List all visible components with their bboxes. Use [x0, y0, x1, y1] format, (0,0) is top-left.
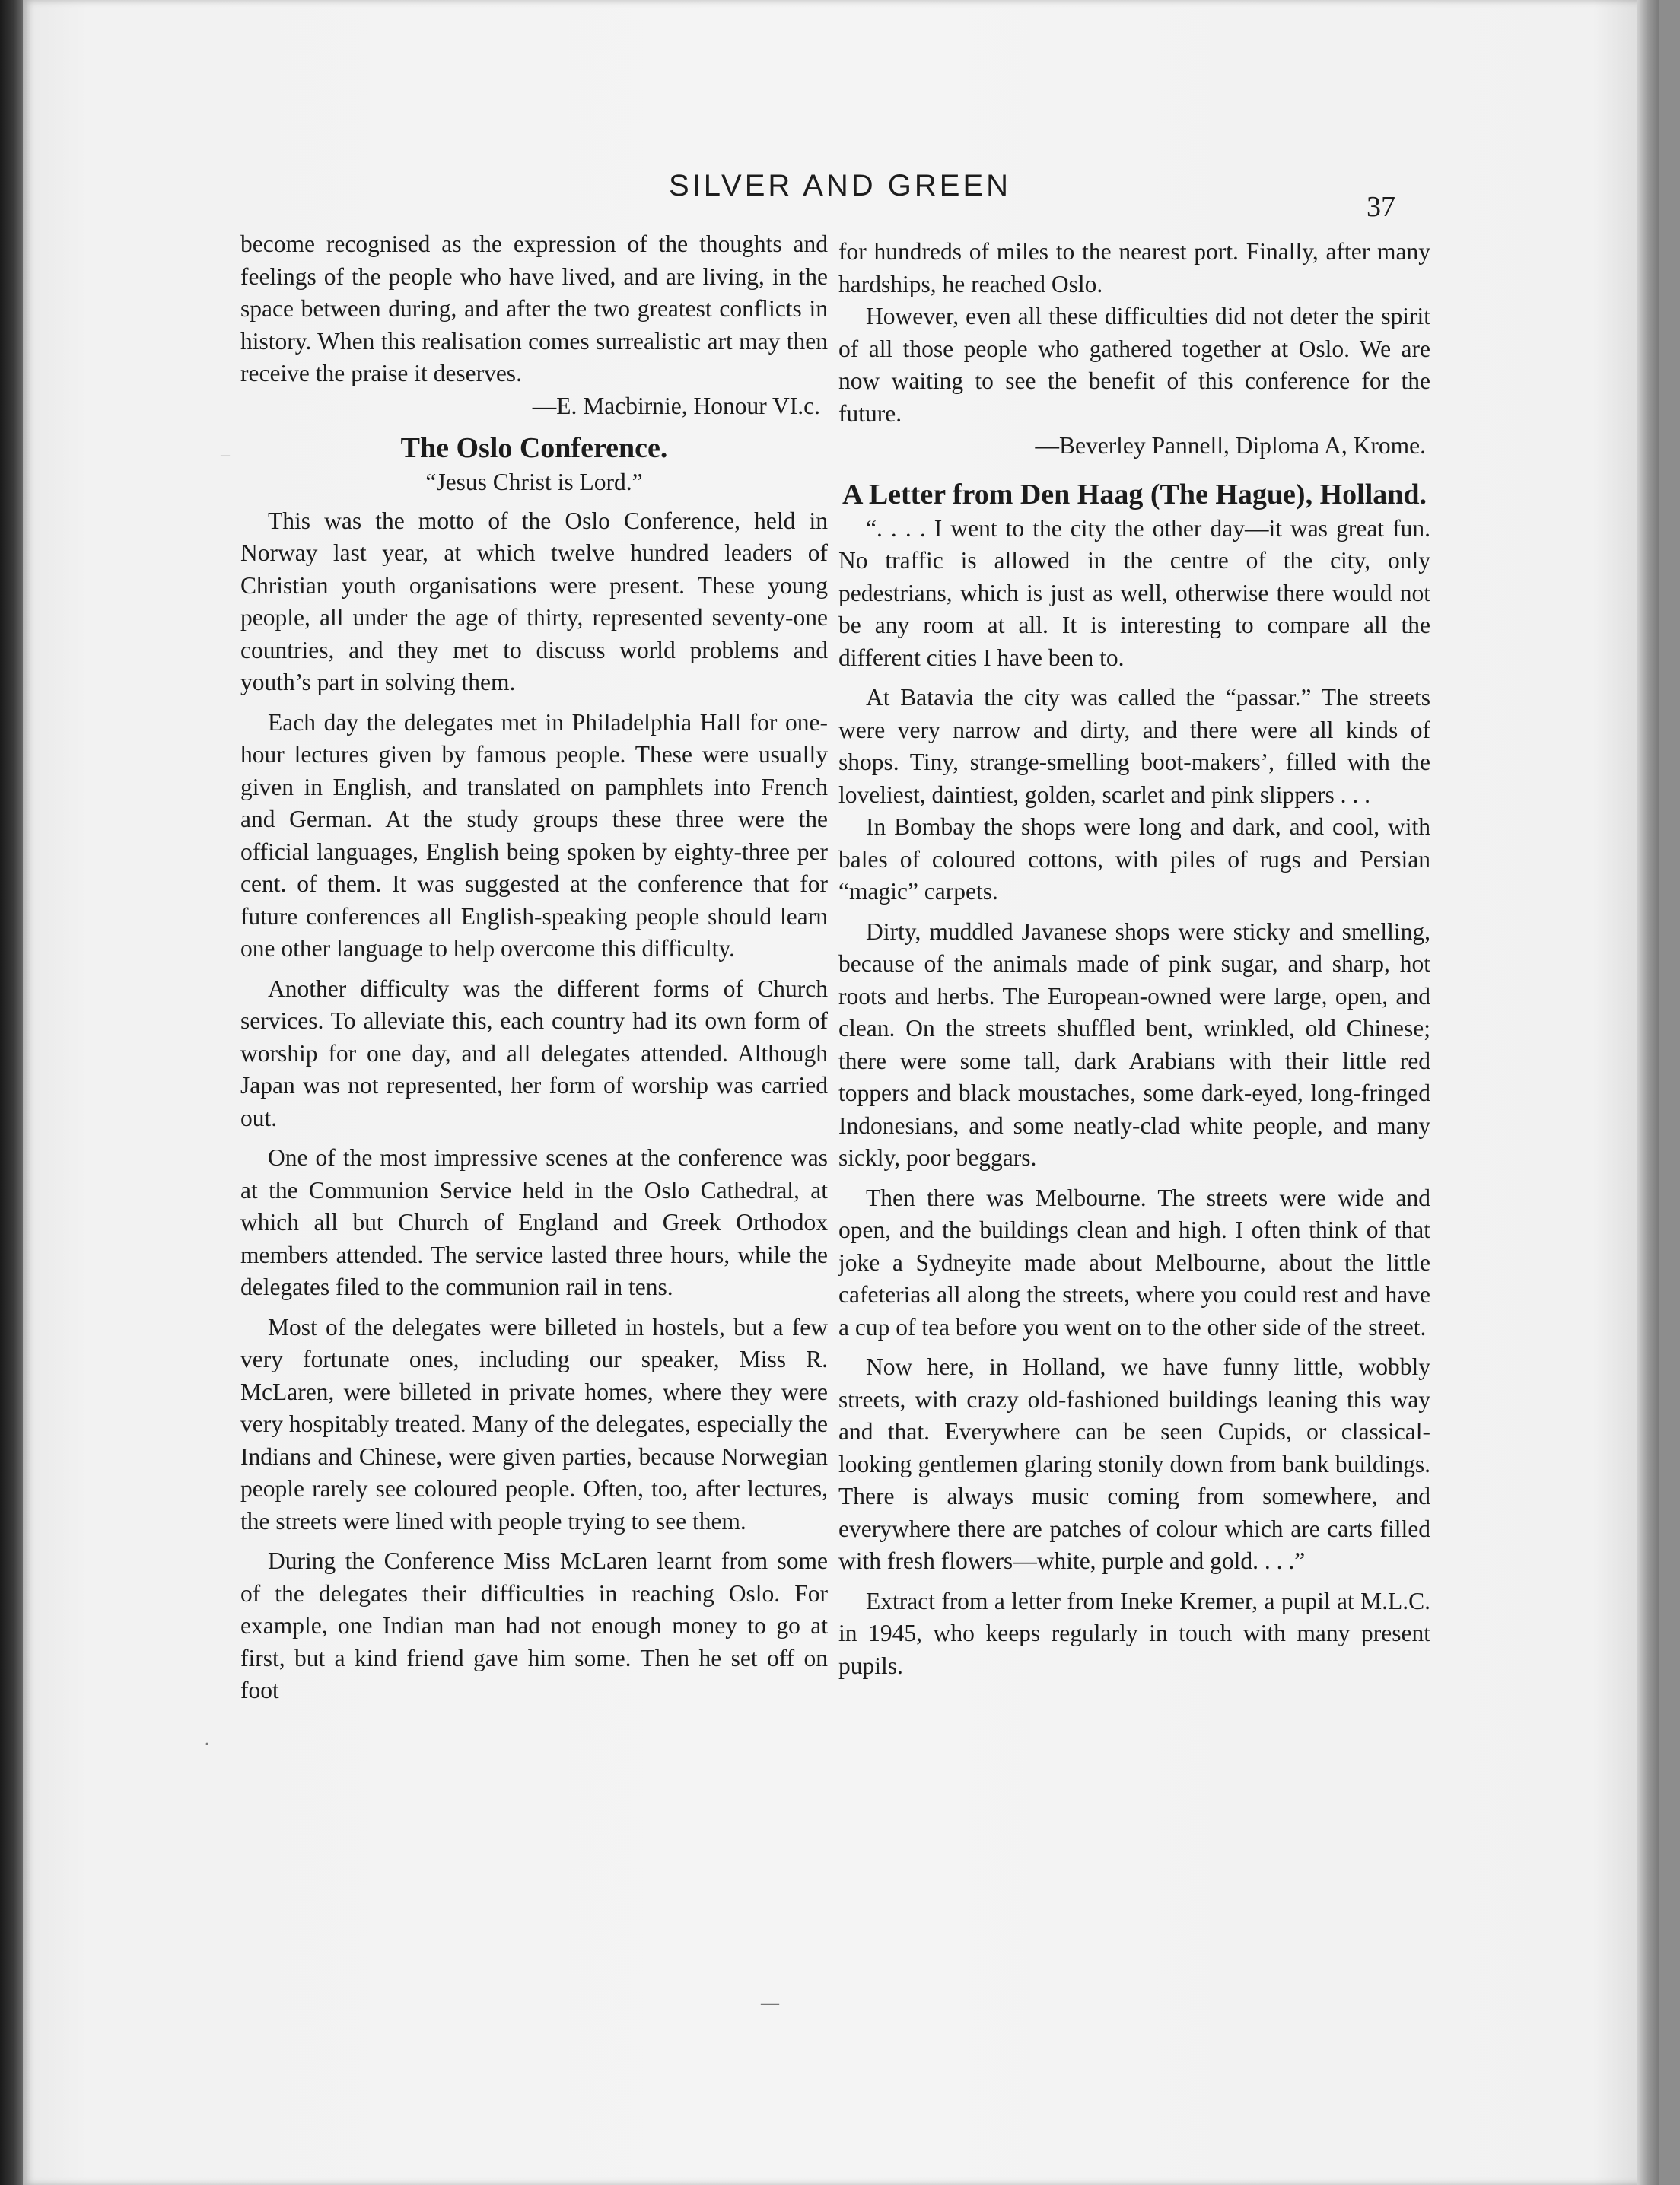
oslo-article-motto: “Jesus Christ is Lord.”	[425, 469, 643, 495]
hague-letter-paragraph: Then there was Melbourne. The streets were wide and open, and the buildings clean and high. I often think of that joke a Sydneyite made about Melbourne, about the little cafeterias all along the streets, where you could rest and have a cup of tea before you went on to the other side of the street.	[838, 1184, 1430, 1341]
hague-letter-paragraph: In Bombay the shops were long and dark, and cool, with bales of coloured cottons, with piles of rugs and Persian “magic” carpets.	[838, 813, 1430, 905]
margin-speck: —	[761, 1993, 779, 2013]
oslo-continuation: for hundreds of miles to the nearest port. Finally, after many hardships, he reached Oslo.	[838, 238, 1430, 297]
oslo-paragraph: Another difficulty was the different forms of Church services. To alleviate this, each country had its own form of worship for one day, and all delegates attended. Although Japan was not represented, her form of worship was carried out.	[240, 975, 828, 1131]
left-column	[240, 228, 828, 1707]
surrealism-article-ending: become recognised as the expression of the thoughts and feelings of the people who have lived, and are living, in the space between during, and after the two greatest conflicts in history. When this realisation comes surrealistic art may then receive the praise it deserves.	[240, 231, 828, 386]
oslo-article-signature: —Beverley Pannell, Diploma A, Krome.	[1035, 432, 1426, 459]
hague-letter-source-note: Extract from a letter from Ineke Kremer, a pupil at M.L.C. in 1945, who keeps regularly in touch with many present pupils.	[838, 1587, 1430, 1679]
page-edge-shadow	[1637, 0, 1659, 2185]
oslo-article-title: The Oslo Conference.	[400, 432, 668, 464]
hague-letter-paragraph: Dirty, muddled Javanese shops were sticky and smelling, because of the animals made of pink sugar, and sharp, hot roots and herbs. The European-owned were large, open, and clean. On the streets shuffled bent, wrinkled, old Chinese; there were some tall, dark Arabians with their little red toppers and black moustaches, some dark-eyed, long-fringed Indonesians, and some neatly-clad white people, and many sickly, poor beggars.	[838, 918, 1430, 1171]
oslo-paragraph: Each day the delegates met in Philadelphia Hall for one-hour lectures given by famous people. These were usually given in English, and translated on pamphlets into French and German. At the study groups these three were the official languages, English being spoken by eighty-three per cent. of them. It was suggested at the conference that for future conferences all English-speaking people should learn one other language to help overcome this difficulty.	[240, 708, 828, 962]
page-number: 37	[1367, 191, 1395, 223]
hague-letter-paragraph: Now here, in Holland, we have funny little, wobbly streets, with crazy old-fashioned buildings leaning this way and that. Everywhere can be seen Cupids, or classical-looking gentlemen glaring stonily down from bank buildings. There is always music coming from somewhere, and everywhere there are patches of colour which are carts filled with fresh flowers—white, purple and gold. . . .”	[838, 1353, 1430, 1574]
oslo-paragraph: One of the most impressive scenes at the conference was at the Communion Service held in the Oslo Cathedral, at which all but Church of England and Greek Orthodox members attended. The service lasted three hours, while the delegates filed to the communion rail in tens.	[240, 1144, 828, 1300]
margin-speck: ·	[204, 1735, 210, 1754]
right-column	[838, 236, 1430, 1682]
oslo-paragraph: Most of the delegates were billeted in hostels, but a few very fortunate ones, including our speaker, Miss R. McLaren, were billeted in private homes, where they were very hospitably treated. Many of the delegates, especially the Indians and Chinese, were given parties, because Norwegian people rarely see coloured people. Often, too, after lectures, the streets were lined with people trying to see them.	[240, 1313, 828, 1535]
book-spine-shadow	[0, 0, 23, 2185]
surrealism-article-signature: —E. Macbirnie, Honour VI.c.	[532, 392, 820, 419]
running-title: SILVER AND GREEN	[668, 169, 1012, 202]
margin-speck: –	[221, 445, 230, 465]
hague-letter-title: A Letter from Den Haag (The Hague), Holland.	[842, 478, 1427, 510]
oslo-paragraph: This was the motto of the Oslo Conference, held in Norway last year, at which twelve hundred leaders of Christian youth organisations were present. These young people, all under the age of thirty, represented seventy-one countries, and they met to discuss world problems and youth’s part in solving them.	[240, 507, 828, 695]
oslo-closing-paragraph: However, even all these difficulties did not deter the spirit of all those people who gathered together at Oslo. We are now waiting to see the benefit of this conference for the future.	[838, 303, 1430, 427]
oslo-paragraph: During the Conference Miss McLaren learnt from some of the delegates their difficulties in reaching Oslo. For example, one Indian man had not enough money to go at first, but a kind friend gave him some. Then he set off on foot	[240, 1547, 828, 1703]
hague-letter-paragraph: At Batavia the city was called the “passar.” The streets were very narrow and dirty, and there were all kinds of shops. Tiny, strange-smelling boot-makers’, filled with the loveliest, daintiest, golden, scarlet and pink slippers . . .	[838, 684, 1430, 808]
hague-letter-paragraph: “. . . . I went to the city the other day—it was great fun. No traffic is allowed in the centre of the city, only pedestrians, which is just as well, otherwise there would not be any room at all. It is interesting to compare all the different cities I have been to.	[838, 514, 1430, 671]
